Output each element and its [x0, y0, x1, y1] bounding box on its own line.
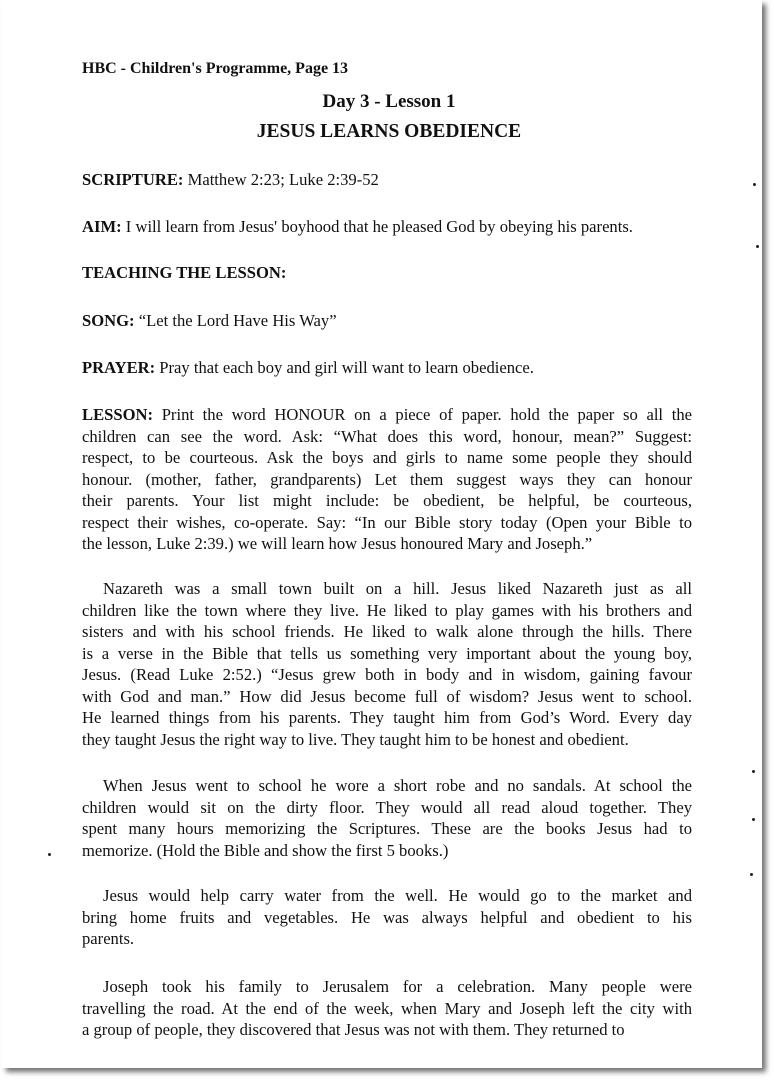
- prayer-text: Pray that each boy and girl will want to learn obedience.: [155, 358, 534, 377]
- paragraph-2-line: [82, 708, 692, 728]
- line-text: Nazareth was a small town built on a hill. Jesus liked Nazareth just as all: [103, 579, 692, 598]
- song-line: [82, 311, 692, 331]
- line-text: they taught Jesus the right way to live. They taught him to be honest and obedient.: [82, 729, 629, 749]
- line-text: respect, to be courteous. Ask the boys and girls to name some people they should: [82, 448, 692, 467]
- teaching-heading: [82, 263, 692, 283]
- paragraph-2-line: [82, 579, 692, 599]
- paragraph-5-line: [82, 1020, 692, 1040]
- lesson-number: Day 3 - Lesson 1: [322, 91, 456, 112]
- line-text: is a verse in the Bible that tells us something very important about the young boy,: [82, 643, 692, 663]
- lesson-title: JESUS LEARNS OBEDIENCE: [256, 121, 522, 142]
- aim-text: I will learn from Jesus' boyhood that he pleased God by obeying his parents.: [121, 217, 633, 236]
- line-text: spent many hours memorizing the Scriptures. These are the books Jesus had to: [82, 819, 692, 838]
- line-text: travelling the road. At the end of the week, when Mary and Joseph left the city with: [82, 998, 692, 1018]
- paragraph-4-line: [82, 908, 692, 928]
- lesson-label: LESSON:: [82, 405, 154, 424]
- line-text: memorize. (Hold the Bible and show the first 5 books.): [82, 840, 449, 860]
- line-text: Print the word HONOUR on a piece of paper. hold the paper so all the: [161, 405, 692, 424]
- line-text: sisters and with his school friends. He liked to walk alone through the hills. There: [82, 622, 692, 641]
- line-text: parents.: [82, 929, 135, 948]
- paragraph-2-line: [82, 730, 692, 750]
- paragraph-5-line: [82, 999, 692, 1019]
- song-label: SONG:: [82, 311, 135, 330]
- paragraph-3-line: [82, 841, 692, 861]
- prayer-line: [82, 358, 692, 378]
- line-text: respect their wishes, co-operate. Say: “In our Bible story today (Open your Bible to: [82, 512, 692, 532]
- line-text: Jesus. (Read Luke 2:52.) “Jesus grew both in body and in wisdom, gaining favour: [82, 665, 692, 684]
- scripture-text: Matthew 2:23; Luke 2:39-52: [183, 170, 379, 189]
- paragraph-3-line: [82, 819, 692, 839]
- paragraph-2-line: [82, 644, 692, 664]
- teaching-label: TEACHING THE LESSON:: [82, 263, 287, 282]
- line-text: children like the town where they live. He liked to play games with his brothers and: [82, 600, 692, 620]
- prayer-label: PRAYER:: [82, 358, 156, 377]
- paragraph-5-line: [82, 977, 692, 997]
- paragraph-2-line: [82, 665, 692, 685]
- paragraph-1-line: [82, 405, 692, 425]
- paragraph-1-line: [82, 427, 692, 447]
- paragraph-4-line: [82, 929, 692, 949]
- document-page: [2, 0, 762, 1068]
- paragraph-1-line: [82, 513, 692, 533]
- paragraph-1-line: [82, 534, 692, 554]
- line-text: their parents. Your list might include: be obedient, be helpful, be courteous,: [82, 491, 692, 510]
- line-text: Joseph took his family to Jerusalem for a celebration. Many people were: [103, 977, 692, 996]
- aim-line: [82, 217, 692, 237]
- paragraph-2-line: [82, 687, 692, 707]
- paragraph-2-line: [82, 601, 692, 621]
- scripture-line: [82, 170, 692, 190]
- line-text: children can see the word. Ask: “What does this word, honour, mean?” Suggest:: [82, 426, 692, 446]
- song-text: “Let the Lord Have His Way”: [134, 311, 337, 330]
- scan-speck: [750, 873, 753, 876]
- line-text: honour. (mother, father, grandparents) Let them suggest ways they can honour: [82, 469, 692, 489]
- line-text: a group of people, they discovered that Jesus was not with them. They returned to: [82, 1020, 625, 1039]
- paragraph-3-line: [82, 798, 692, 818]
- scan-speck: [756, 245, 759, 248]
- paragraph-2-line: [82, 622, 692, 642]
- line-text: bring home fruits and vegetables. He was always helpful and obedient to his: [82, 907, 692, 927]
- scan-speck: [752, 818, 755, 821]
- paragraph-3-line: [82, 776, 692, 796]
- paragraph-1-line: [82, 448, 692, 468]
- scan-speck: [752, 770, 755, 773]
- paragraph-1-line: [82, 491, 692, 511]
- aim-label: AIM:: [82, 217, 122, 236]
- line-text: children would sit on the dirty floor. They would all read aloud together. They: [82, 797, 692, 817]
- scan-speck: [48, 853, 51, 856]
- paragraph-4-line: [82, 886, 692, 906]
- line-text: When Jesus went to school he wore a short robe and no sandals. At school the: [103, 776, 692, 795]
- scripture-label: SCRIPTURE:: [82, 170, 184, 189]
- line-text: the lesson, Luke 2:39.) we will learn how Jesus honoured Mary and Joseph.”: [82, 534, 593, 553]
- line-text: with God and man.” How did Jesus become full of wisdom? Jesus went to school.: [82, 686, 692, 706]
- page-header: HBC - Children's Programme, Page 13: [82, 60, 349, 77]
- paragraph-1-line: [82, 470, 692, 490]
- line-text: Jesus would help carry water from the well. He would go to the market and: [103, 886, 692, 905]
- line-text: He learned things from his parents. They taught him from God’s Word. Every day: [82, 708, 692, 727]
- scan-speck: [753, 183, 756, 186]
